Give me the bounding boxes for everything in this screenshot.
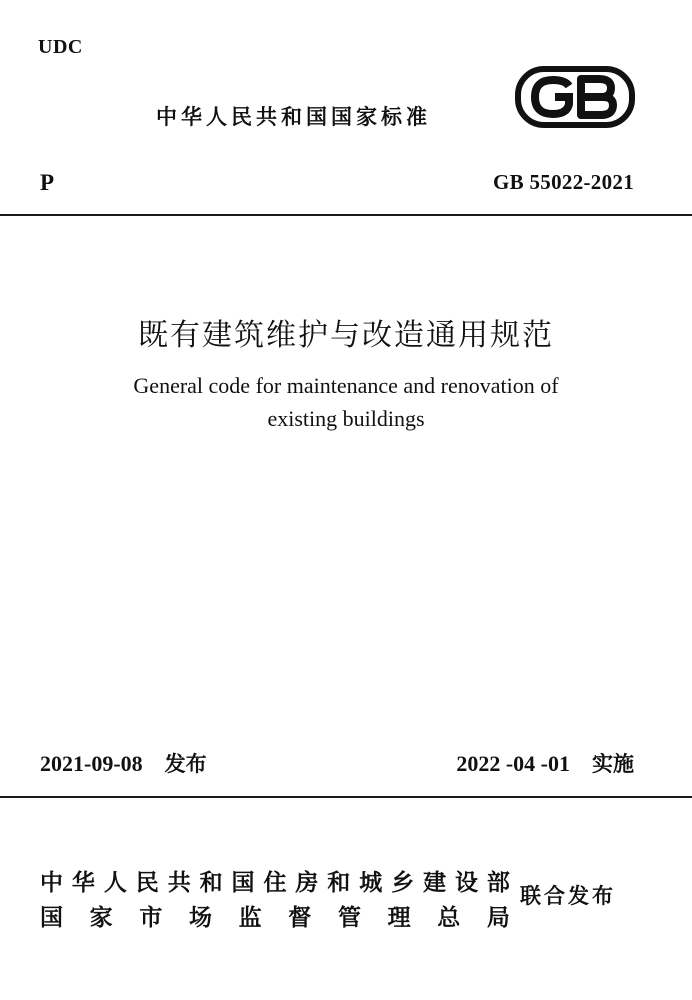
issuer-char: 设 [454,870,478,896]
issuer-char: 人 [103,870,127,896]
implement-label: 实施 [592,752,634,776]
issuer-char: 建 [423,870,447,896]
issuer-char: 理 [387,905,411,931]
joint-issue-label: 联合发布 [520,884,616,908]
implement-date: 2022 -04 -01 [456,751,570,776]
issuer-char: 共 [167,870,191,896]
issuer-char: 和 [199,870,223,896]
top-divider [0,214,692,216]
udc-label: UDC [38,36,83,58]
issuer-char: 民 [135,870,159,896]
issuer-char: 房 [295,870,319,896]
english-title-line-1: General code for maintenance and renovation of [133,373,559,398]
issuer-char: 总 [437,905,461,931]
issuer-char: 国 [231,870,255,896]
issuer-line-2 [40,899,510,932]
issuer-char: 和 [327,870,351,896]
english-title-line-2: existing buildings [267,406,425,431]
issuer-char: 管 [337,905,361,931]
issuer-char: 家 [89,905,113,931]
standard-type-title: 中华人民共和国国家标准 [156,105,431,129]
issuer-char: 国 [40,905,63,931]
issuer-char: 华 [71,870,95,896]
issuer-line-1 [40,864,510,897]
issuer-char: 市 [139,905,163,931]
publish-date: 2021-09-08 [40,751,143,776]
issuer-char: 监 [238,905,262,931]
english-title [0,369,692,435]
bottom-divider [0,796,692,798]
issuer-char: 部 [486,870,510,896]
issuer-char: 城 [359,870,383,896]
publish-info [40,748,207,778]
issuer-char: 乡 [391,870,415,896]
issuer-char: 督 [288,905,312,931]
issuer-char: 局 [486,905,510,931]
implement-info [456,748,634,778]
issuer-char: 住 [263,870,287,896]
classification-letter: P [40,170,55,195]
issuer-char: 场 [188,905,212,931]
publish-label: 发布 [164,752,207,776]
issuer-char: 中 [40,870,63,896]
chinese-title: 既有建筑维护与改造通用规范 [138,318,554,353]
standard-code: GB 55022-2021 [493,170,634,194]
gb-logo [515,66,635,128]
